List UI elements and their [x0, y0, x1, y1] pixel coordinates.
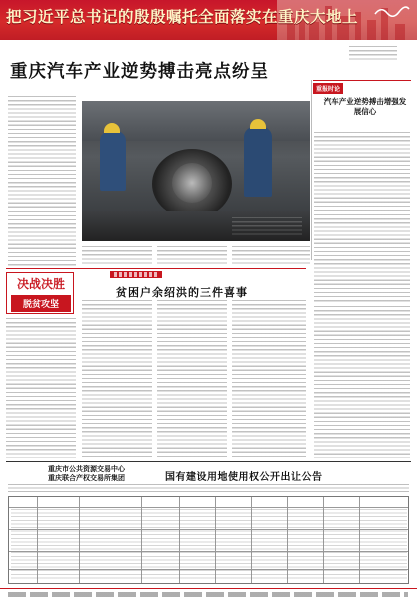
commentary-text	[314, 132, 410, 302]
column-rule	[311, 80, 312, 260]
commentary-box	[313, 80, 411, 128]
section-divider	[6, 268, 306, 269]
notice-org-2: 重庆联合产权交易所集团	[48, 474, 125, 482]
notice-divider	[6, 461, 411, 462]
article-text-col3	[157, 246, 227, 266]
masthead-info	[343, 40, 413, 64]
paper-logo	[373, 5, 411, 20]
commentary-text-lower	[314, 306, 410, 458]
page-headline: 重庆汽车产业逆势搏击亮点纷呈	[10, 62, 269, 82]
poverty-kicker	[110, 271, 162, 278]
article-text-col4	[232, 246, 310, 266]
notice-intro-text	[8, 484, 409, 494]
article-text-left	[8, 96, 76, 266]
poverty-text-col4	[232, 300, 306, 458]
photo-caption	[232, 217, 302, 235]
notice-title: 国有建设用地使用权公开出让公告	[165, 472, 323, 483]
commentary-tag: 重报时论	[313, 83, 343, 94]
land-auction-table	[8, 496, 409, 584]
commentary-title: 汽车产业逆势搏击增强发展信心	[323, 97, 407, 116]
article-text-col2	[82, 246, 152, 266]
poverty-text-col3	[157, 300, 227, 458]
masthead-banner	[0, 0, 417, 40]
notice-organizations	[48, 465, 125, 483]
page-footer	[0, 588, 417, 600]
notice-org-1: 重庆市公共资源交易中心	[48, 465, 125, 473]
poverty-headline: 贫困户余绍洪的三件喜事	[116, 286, 248, 299]
poverty-section-badge	[6, 272, 74, 314]
banner-slogan: 把习近平总书记的殷殷嘱托全面落实在重庆大地上	[6, 8, 359, 26]
factory-photo	[82, 101, 310, 241]
badge-top-text: 决战决胜	[16, 277, 65, 291]
poverty-text-col1	[6, 318, 76, 458]
poverty-text-col2	[82, 300, 152, 458]
badge-bottom-text: 脱贫攻坚	[11, 295, 71, 312]
